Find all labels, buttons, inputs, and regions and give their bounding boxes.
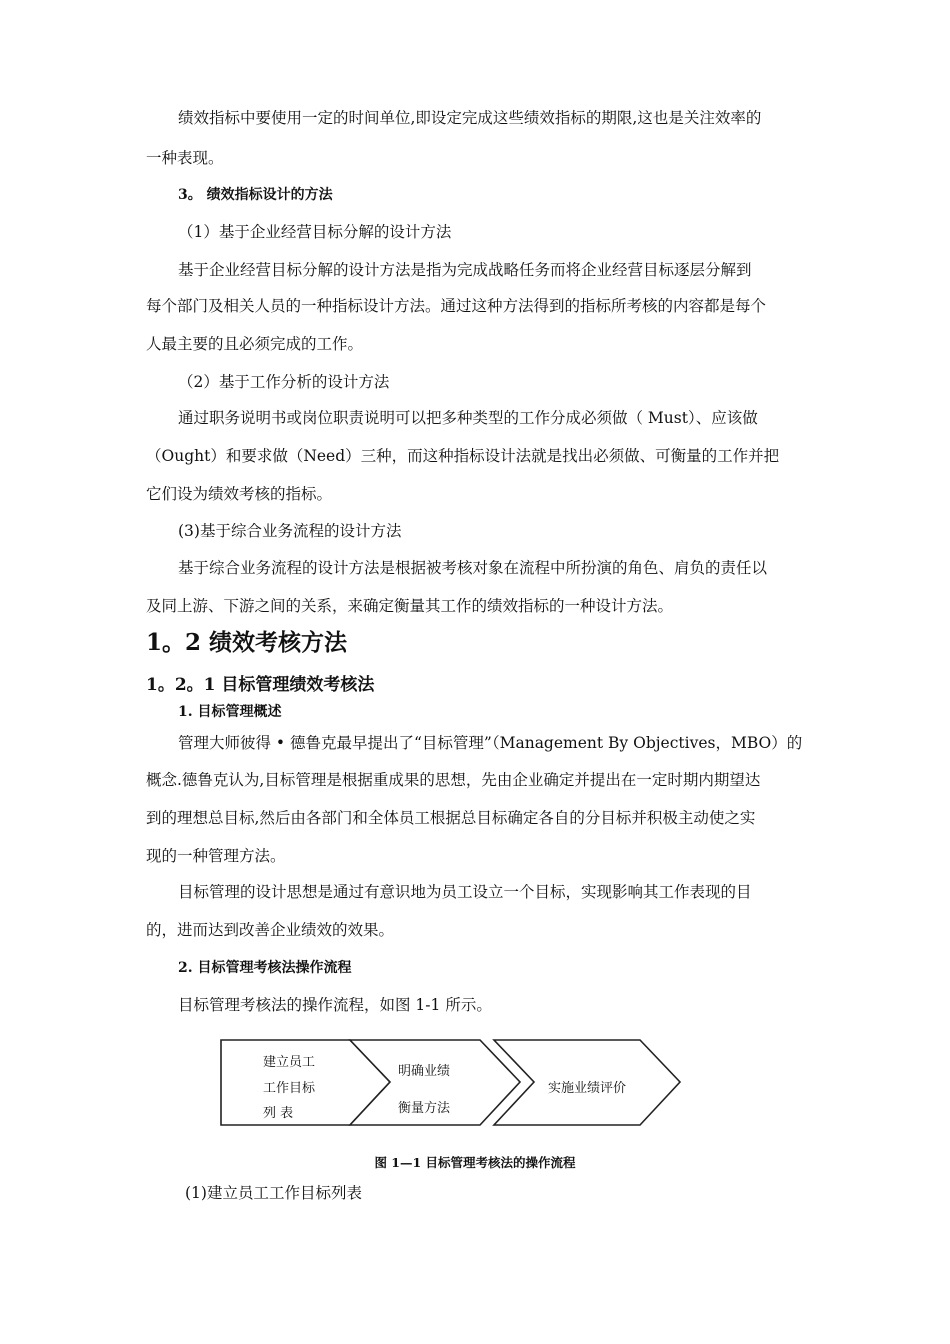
paragraph-line: 一种表现。 (146, 149, 224, 167)
paragraph-line: （Ought）和要求做（Need）三种，而这种指标设计法就是找出必须做、可衡量的工作并把 (146, 447, 780, 465)
paragraph-line: 管理大师彼得 • 德鲁克最早提出了“目标管理”（Management By Objectives，MBO）的 (178, 734, 803, 752)
section-heading: 2. 目标管理考核法操作流程 (178, 960, 352, 976)
paragraph-line: 目标管理考核法的操作流程，如图 1-1 所示。 (178, 996, 492, 1014)
section-heading: 1. 目标管理概述 (178, 704, 282, 720)
paragraph-line: (1)建立员工工作目标列表 (185, 1184, 362, 1202)
paragraph-line: 及同上游、下游之间的关系，来确定衡量其工作的绩效指标的一种设计方法。 (146, 597, 674, 615)
paragraph-line: 通过职务说明书或岗位职责说明可以把多种类型的工作分成必须做（ Must）、应该做 (178, 409, 758, 427)
flow-step-1-line3: 列 表 (263, 1106, 294, 1121)
paragraph-line: 基于企业经营目标分解的设计方法是指为完成战略任务而将企业经营目标逐层分解到 (178, 261, 752, 279)
flow-step-3: 实施业绩评价 (548, 1081, 627, 1096)
method-title: （1）基于企业经营目标分解的设计方法 (178, 223, 452, 241)
subsection-heading: 1。2。1 目标管理绩效考核法 (146, 675, 375, 695)
flow-step-2-line1: 明确业绩 (398, 1064, 451, 1079)
flow-step-2-line2: 衡量方法 (398, 1101, 451, 1116)
paragraph-line: 现的一种管理方法。 (146, 847, 286, 865)
figure-caption: 图 1—1 目标管理考核法的操作流程 (374, 1155, 576, 1170)
paragraph-line: 绩效指标中要使用一定的时间单位,即设定完成这些绩效指标的期限,这也是关注效率的 (178, 109, 762, 127)
paragraph-line: 基于综合业务流程的设计方法是根据被考核对象在流程中所扮演的角色、肩负的责任以 (178, 559, 768, 577)
section-heading: 3。 绩效指标设计的方法 (178, 187, 333, 203)
paragraph-line: 人最主要的且必须完成的工作。 (146, 335, 364, 353)
paragraph-line: 每个部门及相关人员的一种指标设计方法。通过这种方法得到的指标所考核的内容都是每个 (146, 297, 767, 315)
chapter-heading: 1。2 绩效考核方法 (146, 629, 348, 656)
paragraph-line: 概念.德鲁克认为,目标管理是根据重成果的思想，先由企业确定并提出在一定时期内期望达 (146, 771, 761, 789)
flow-step-1-line1: 建立员工 (263, 1055, 316, 1070)
method-title: （2）基于工作分析的设计方法 (178, 373, 390, 391)
paragraph-line: 目标管理的设计思想是通过有意识地为员工设立一个目标，实现影响其工作表现的目 (178, 883, 752, 901)
paragraph-line: 它们设为绩效考核的指标。 (146, 485, 333, 503)
flow-step-1-line2: 工作目标 (263, 1081, 316, 1096)
paragraph-line: 到的理想总目标,然后由各部门和全体员工根据总目标确定各自的分目标并积极主动使之实 (146, 809, 756, 827)
method-title: (3)基于综合业务流程的设计方法 (178, 522, 402, 540)
paragraph-line: 的，进而达到改善企业绩效的效果。 (146, 921, 395, 939)
